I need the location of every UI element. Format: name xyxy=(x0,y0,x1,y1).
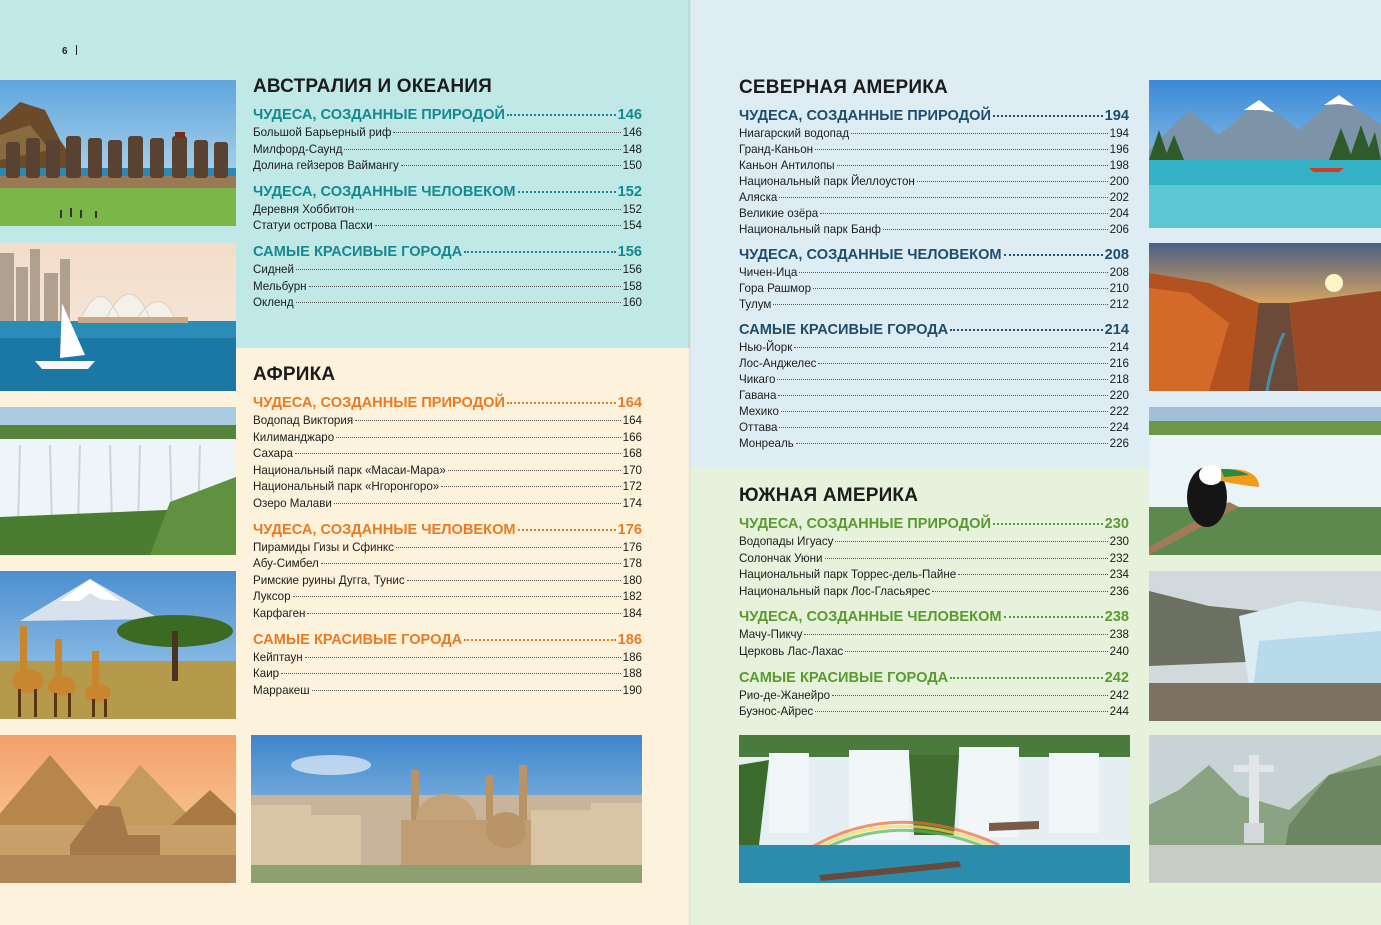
toc-entry[interactable]: Римские руины Дугга, Тунис 180 xyxy=(253,573,642,587)
toc-entry[interactable]: Гранд-Каньон 196 xyxy=(739,143,1129,156)
region-title: АВСТРАЛИЯ И ОКЕАНИЯ xyxy=(253,76,492,97)
toc-entry[interactable]: Водопад Виктория 164 xyxy=(253,414,642,427)
toc-entry[interactable]: Оттава 224 xyxy=(739,421,1129,434)
toc-entry[interactable]: Деревня Хоббитон 152 xyxy=(253,202,642,216)
section-heading[interactable]: ЧУДЕСА, СОЗДАННЫЕ ПРИРОДОЙ 146 xyxy=(253,107,642,123)
cairo-mosques-panorama-photo xyxy=(251,735,642,883)
toc-entry[interactable]: Гавана 220 xyxy=(739,389,1129,402)
section-heading[interactable]: ЧУДЕСА, СОЗДАННЫЕ ПРИРОДОЙ 164 xyxy=(253,395,642,411)
toc-entry[interactable]: Килиманджаро 166 xyxy=(253,430,642,444)
easter-island-moai-photo xyxy=(0,80,236,226)
page-gutter xyxy=(688,0,691,925)
toc-entry[interactable]: Абу-Симбел 178 xyxy=(253,557,642,571)
section-heading[interactable]: ЧУДЕСА, СОЗДАННЫЕ ЧЕЛОВЕКОМ 238 xyxy=(739,609,1129,626)
toc-entry[interactable]: Рио-де-Жанейро 242 xyxy=(739,688,1129,702)
grand-canyon-photo xyxy=(1149,243,1381,391)
toc-entry[interactable]: Каир 188 xyxy=(253,667,642,681)
iguazu-falls-panorama-photo xyxy=(739,735,1130,883)
toc-entry[interactable]: Аляска 202 xyxy=(739,191,1129,204)
toc-entry[interactable]: Нью-Йорк 214 xyxy=(739,341,1129,354)
region-title: СЕВЕРНАЯ АМЕРИКА xyxy=(739,77,948,98)
section-heading[interactable]: САМЫЕ КРАСИВЫЕ ГОРОДА 242 xyxy=(739,669,1129,686)
toc-entry[interactable]: Буэнос-Айрес 244 xyxy=(739,705,1129,719)
toc-entry[interactable]: Чикаго 218 xyxy=(739,373,1129,386)
perito-moreno-glacier-photo xyxy=(1149,571,1381,721)
region-africa xyxy=(253,364,642,699)
toc-entry[interactable]: Водопады Игуасу 230 xyxy=(739,535,1129,548)
toc-entry[interactable]: Чичен-Ица 208 xyxy=(739,266,1129,279)
toc-entry[interactable]: Луксор 182 xyxy=(253,590,642,604)
section-heading[interactable]: ЧУДЕСА, СОЗДАННЫЕ ЧЕЛОВЕКОМ 208 xyxy=(739,247,1129,263)
toc-entry[interactable]: Большой Барьерный риф 146 xyxy=(253,126,642,139)
page-number: 6 xyxy=(62,45,77,57)
toc-entry[interactable]: Национальный парк Лос-Гласьярес 236 xyxy=(739,584,1129,598)
christ-the-redeemer-photo xyxy=(1149,735,1381,883)
toc-entry[interactable]: Окленд 160 xyxy=(253,296,642,310)
giza-pyramids-sphinx-photo xyxy=(0,735,236,883)
toc-entry[interactable]: Монреаль 226 xyxy=(739,437,1129,450)
toc-entry[interactable]: Тулум 212 xyxy=(739,298,1129,311)
toc-entry[interactable]: Карфаген 184 xyxy=(253,606,642,620)
toc-entry[interactable]: Солончак Уюни 232 xyxy=(739,551,1129,565)
region-australia-oceania xyxy=(253,76,642,312)
region-title: ЮЖНАЯ АМЕРИКА xyxy=(739,485,919,506)
toc-entry[interactable]: Церковь Лас-Лахас 240 xyxy=(739,644,1129,658)
sydney-opera-house-photo xyxy=(0,243,236,391)
toc-entry[interactable]: Лос-Анджелес 216 xyxy=(739,357,1129,370)
section-heading[interactable]: САМЫЕ КРАСИВЫЕ ГОРОДА 156 xyxy=(253,243,642,260)
toc-entry[interactable]: Пирамиды Гизы и Сфинкс 176 xyxy=(253,540,642,554)
region-south-america xyxy=(739,485,1129,721)
toc-entry[interactable]: Гора Рашмор 210 xyxy=(739,282,1129,295)
toc-entry[interactable]: Национальный парк «Масаи-Мара» 170 xyxy=(253,463,642,477)
toc-entry[interactable]: Ниагарский водопад 194 xyxy=(739,127,1129,140)
toc-entry[interactable]: Каньон Антилопы 198 xyxy=(739,159,1129,172)
iguazu-toucan-photo xyxy=(1149,407,1381,555)
toc-entry[interactable]: Милфорд-Саунд 148 xyxy=(253,142,642,156)
toc-entry[interactable]: Великие озёра 204 xyxy=(739,207,1129,220)
toc-entry[interactable]: Национальный парк Торрес-дель-Пайне 234 xyxy=(739,568,1129,582)
section-heading[interactable]: ЧУДЕСА, СОЗДАННЫЕ ПРИРОДОЙ 230 xyxy=(739,516,1129,532)
toc-entry[interactable]: Статуи острова Пасхи 154 xyxy=(253,219,642,233)
section-heading[interactable]: ЧУДЕСА, СОЗДАННЫЕ ЧЕЛОВЕКОМ 176 xyxy=(253,521,642,538)
toc-entry[interactable]: Сидней 156 xyxy=(253,262,642,276)
toc-entry[interactable]: Национальный парк Йеллоустон 200 xyxy=(739,175,1129,188)
toc-entry[interactable]: Сахара 168 xyxy=(253,447,642,461)
toc-entry[interactable]: Национальный парк «Нгоронгоро» 172 xyxy=(253,480,642,494)
section-heading[interactable]: САМЫЕ КРАСИВЫЕ ГОРОДА 214 xyxy=(739,322,1129,338)
section-heading[interactable]: ЧУДЕСА, СОЗДАННЫЕ ЧЕЛОВЕКОМ 152 xyxy=(253,183,642,200)
region-title: АФРИКА xyxy=(253,364,336,385)
toc-entry[interactable]: Мехико 222 xyxy=(739,405,1129,418)
toc-entry[interactable]: Долина гейзеров Ваймангу 150 xyxy=(253,159,642,173)
kilimanjaro-giraffes-photo xyxy=(0,571,236,719)
toc-entry[interactable]: Озеро Малави 174 xyxy=(253,496,642,510)
section-heading[interactable]: САМЫЕ КРАСИВЫЕ ГОРОДА 186 xyxy=(253,631,642,648)
toc-entry[interactable]: Мачу-Пикчу 238 xyxy=(739,628,1129,642)
section-heading[interactable]: ЧУДЕСА, СОЗДАННЫЕ ПРИРОДОЙ 194 xyxy=(739,108,1129,124)
toc-entry[interactable]: Кейптаун 186 xyxy=(253,650,642,664)
victoria-falls-photo xyxy=(0,407,236,555)
banff-lake-photo xyxy=(1149,80,1381,228)
toc-entry[interactable]: Мельбурн 158 xyxy=(253,279,642,293)
region-north-america xyxy=(739,77,1129,452)
toc-entry[interactable]: Марракеш 190 xyxy=(253,683,642,697)
toc-entry[interactable]: Национальный парк Банф 206 xyxy=(739,223,1129,236)
